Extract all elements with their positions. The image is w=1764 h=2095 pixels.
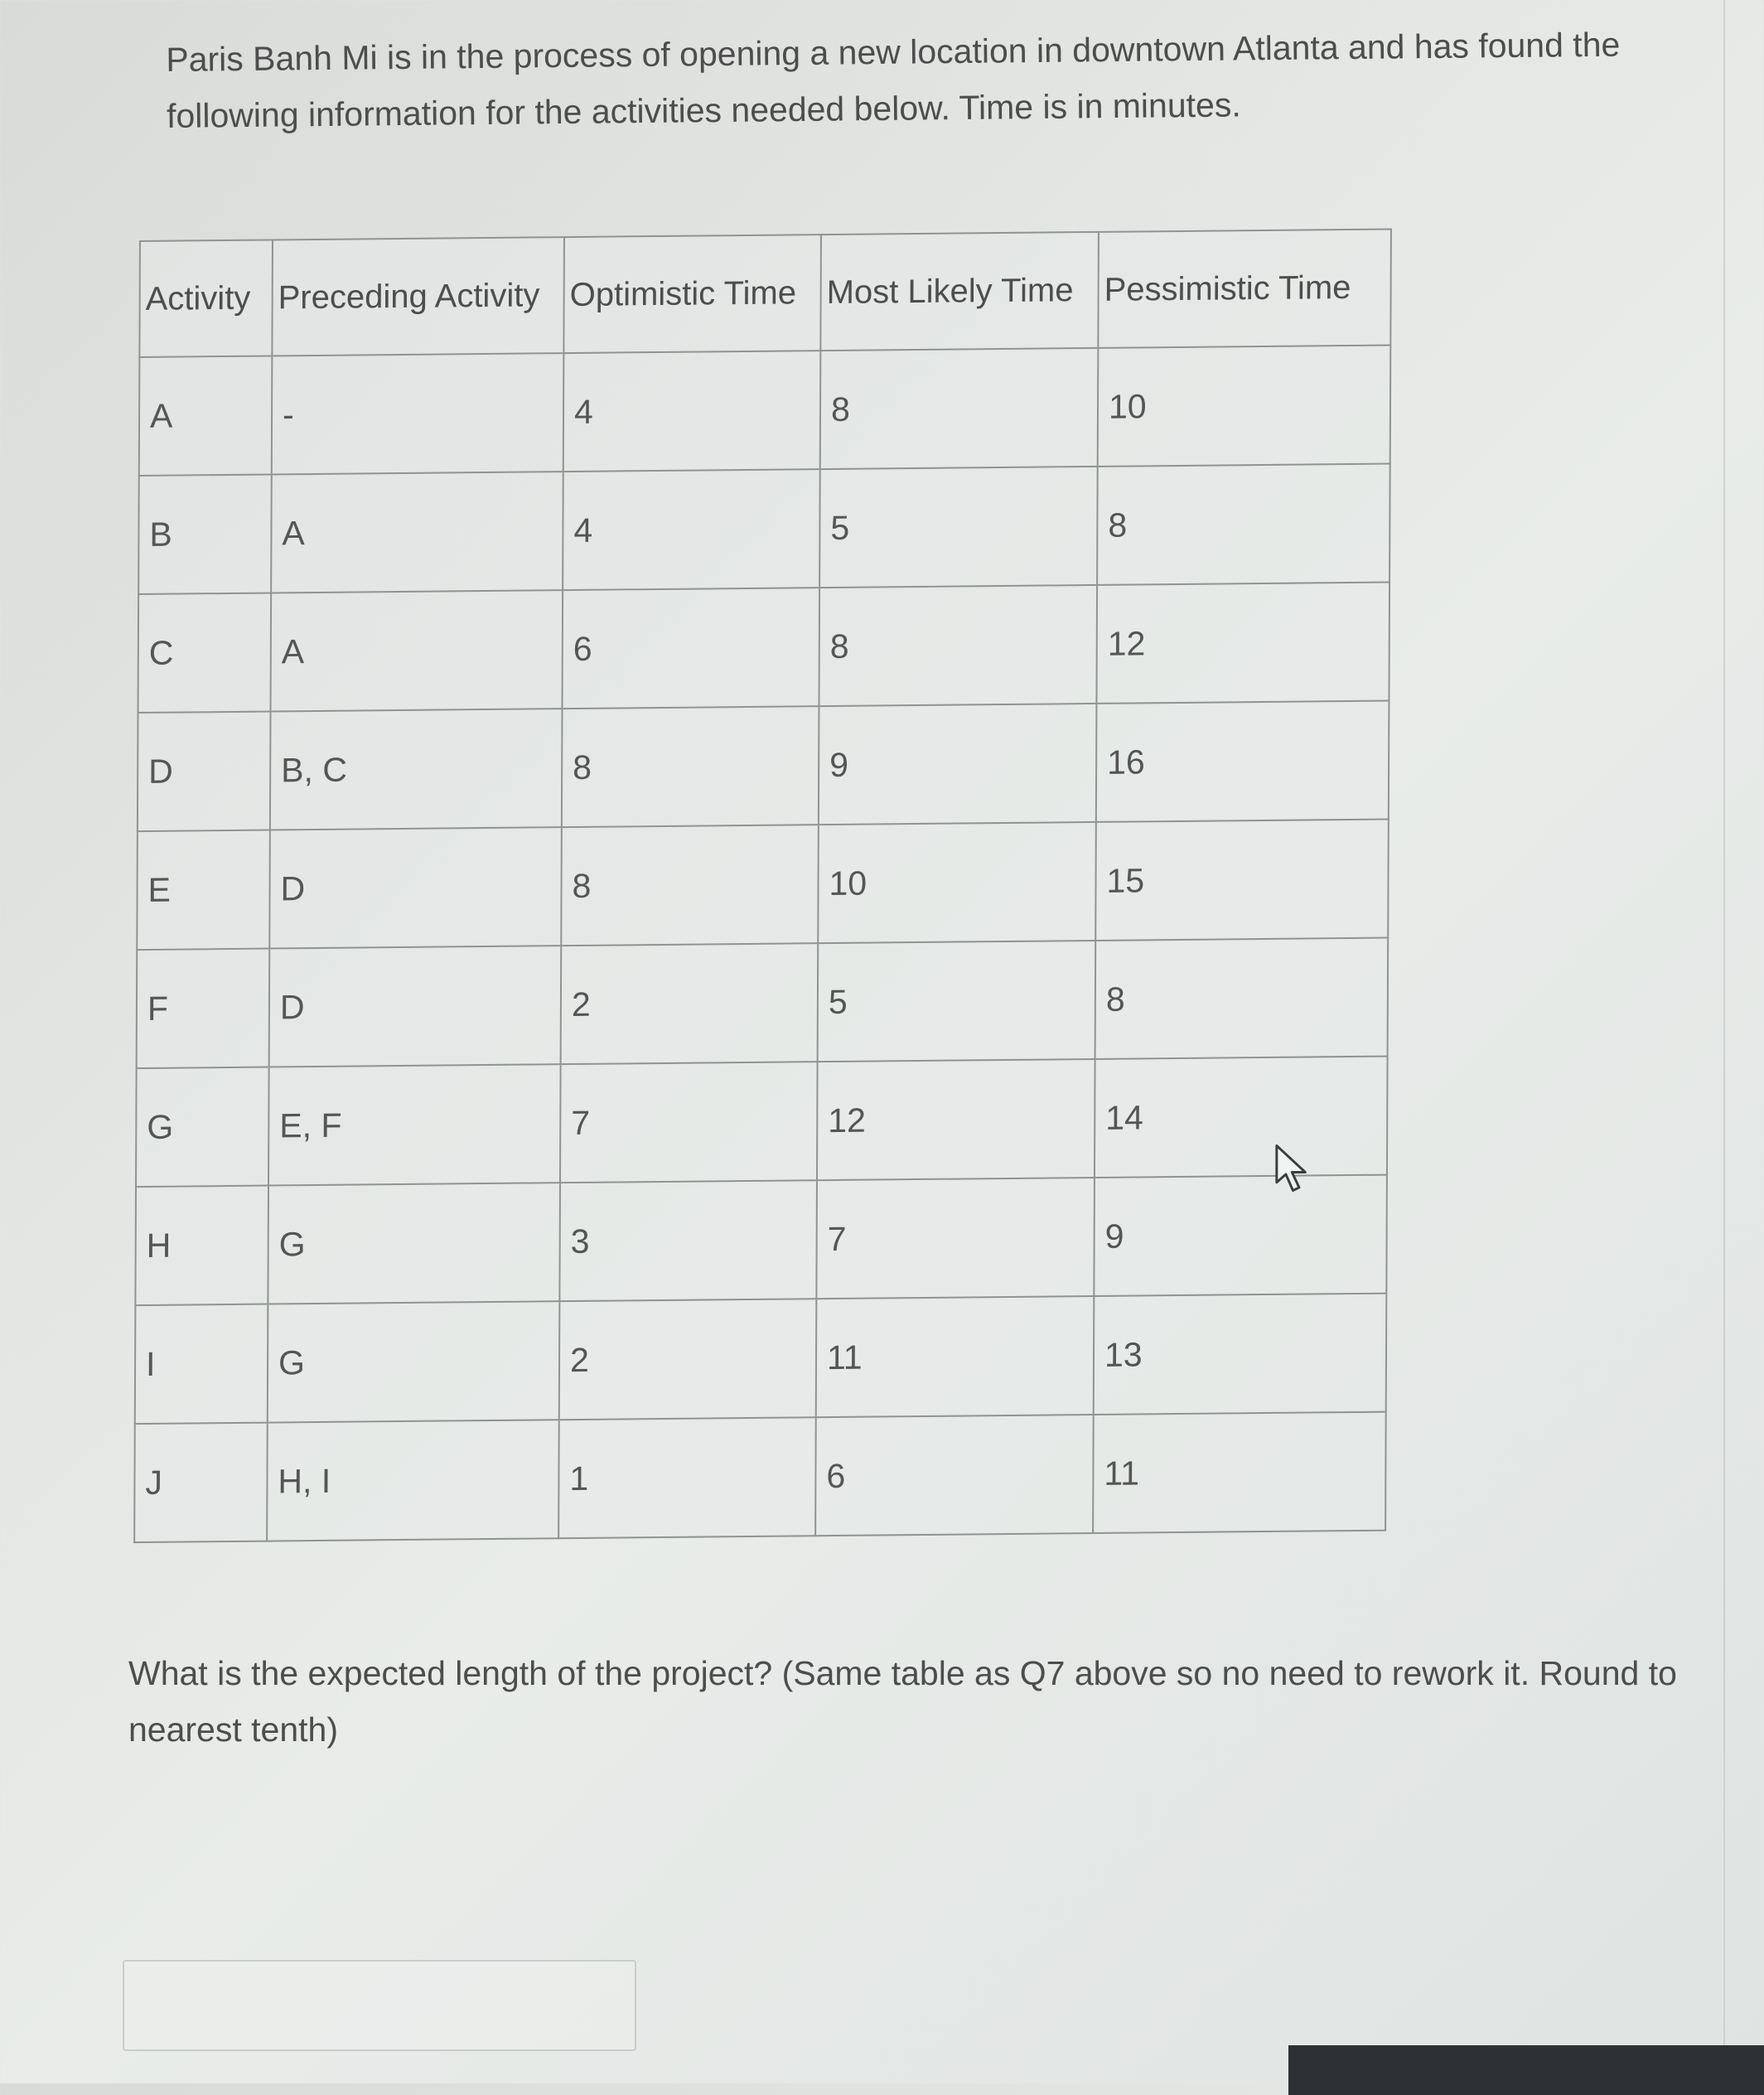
- table-row: [139, 346, 1391, 477]
- cell-optimistic: 4: [563, 469, 820, 590]
- cell-pessimistic: 15: [1095, 820, 1389, 941]
- cell-activity: A: [139, 356, 273, 476]
- cell-optimistic: 2: [561, 943, 819, 1064]
- cell-optimistic: 7: [560, 1062, 818, 1183]
- cell-preceding: B, C: [270, 709, 563, 830]
- table-row: [135, 1294, 1387, 1425]
- cell-preceding: H, I: [267, 1420, 559, 1541]
- header-activity: Activity: [139, 239, 273, 357]
- cell-most-likely: 8: [820, 348, 1099, 469]
- cell-activity: H: [135, 1186, 268, 1306]
- cell-most-likely: 8: [819, 585, 1097, 706]
- cell-pessimistic: 9: [1094, 1175, 1387, 1296]
- cell-preceding: E, F: [268, 1064, 561, 1185]
- table-row: [134, 1412, 1386, 1543]
- page-edge-divider: [1723, 0, 1725, 2083]
- cell-activity: C: [138, 593, 272, 713]
- cell-pessimistic: 16: [1096, 701, 1389, 822]
- header-optimistic-time: Optimistic Time: [563, 235, 821, 353]
- question-intro-text: Paris Banh Mi is in the process of opening a new location in downtown Atlanta and has found the following information for the activities needed below. Time is in minutes.: [166, 25, 1621, 135]
- cell-most-likely: 12: [817, 1059, 1095, 1180]
- cell-most-likely: 6: [815, 1415, 1094, 1536]
- cell-activity: I: [135, 1304, 268, 1425]
- answer-input[interactable]: [123, 1960, 636, 2051]
- cell-optimistic: 8: [561, 825, 819, 946]
- table-row: [138, 583, 1390, 714]
- cell-activity: J: [134, 1423, 268, 1543]
- question-text: What is the expected length of the project? (Same table as Q7 above so no need to rework it. Round to nearest tenth): [128, 1654, 1677, 1749]
- table-row: [138, 701, 1389, 832]
- table-row: [136, 1057, 1388, 1188]
- header-preceding-activity: Preceding Activity: [272, 237, 564, 356]
- cell-pessimistic: 10: [1098, 346, 1391, 467]
- cell-preceding: G: [268, 1183, 560, 1304]
- header-most-likely-time: Most Likely Time: [820, 232, 1099, 351]
- cell-most-likely: 7: [816, 1178, 1095, 1299]
- table-row: [137, 938, 1389, 1069]
- cell-optimistic: 8: [562, 706, 819, 827]
- cell-preceding: D: [269, 946, 562, 1067]
- cell-pessimistic: 8: [1095, 938, 1389, 1059]
- cell-pessimistic: 14: [1095, 1057, 1388, 1178]
- cell-most-likely: 10: [818, 822, 1096, 943]
- cell-activity: D: [138, 712, 271, 832]
- arrow-pointer-icon: [1274, 1144, 1316, 1197]
- table-row: [138, 464, 1390, 595]
- cell-preceding: A: [271, 590, 563, 711]
- cell-preceding: -: [272, 353, 564, 474]
- cell-pessimistic: 13: [1094, 1294, 1387, 1415]
- cell-activity: G: [136, 1067, 269, 1188]
- cell-most-likely: 5: [819, 467, 1098, 588]
- cell-most-likely: 9: [819, 704, 1097, 825]
- cell-optimistic: 6: [562, 588, 819, 709]
- cell-optimistic: 3: [559, 1180, 817, 1301]
- header-pessimistic-time: Pessimistic Time: [1098, 229, 1391, 347]
- activity-table: [133, 228, 1392, 1543]
- cell-activity: F: [137, 949, 270, 1069]
- cell-optimistic: 1: [558, 1417, 816, 1538]
- cell-pessimistic: 8: [1097, 464, 1390, 585]
- cell-activity: B: [138, 474, 272, 594]
- cell-pessimistic: 12: [1096, 583, 1389, 704]
- cell-optimistic: 2: [559, 1299, 817, 1420]
- cell-most-likely: 11: [816, 1296, 1095, 1417]
- cell-preceding: A: [271, 472, 563, 593]
- bottom-dark-panel: [1288, 2045, 1764, 2095]
- cell-preceding: G: [268, 1301, 560, 1422]
- cell-optimistic: 4: [563, 351, 821, 472]
- table-row: [137, 820, 1389, 951]
- cell-preceding: D: [269, 827, 562, 948]
- cell-most-likely: 5: [818, 941, 1096, 1062]
- table-header-row: [139, 229, 1391, 357]
- cell-pessimistic: 11: [1093, 1412, 1386, 1533]
- table-row: [135, 1175, 1387, 1306]
- cell-activity: E: [137, 830, 270, 951]
- activity-table-container: [133, 229, 1390, 1544]
